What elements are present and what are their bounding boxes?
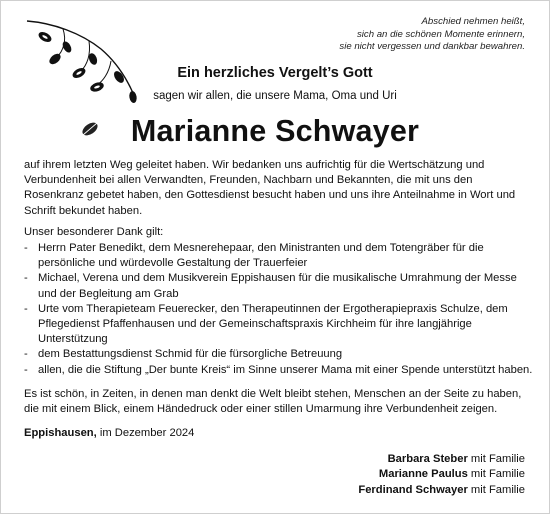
thanks-subheading: sagen wir allen, die unsere Mama, Oma und Uri: [153, 90, 397, 102]
dash-bullet: -: [24, 272, 28, 285]
signature-suffix: mit Familie: [467, 483, 525, 496]
message-body: [24, 158, 534, 441]
dash-bullet: -: [24, 242, 28, 255]
deceased-name: Marianne Schwayer: [130, 114, 420, 148]
signature-line: [358, 467, 525, 482]
signature-suffix: mit Familie: [467, 453, 525, 465]
quote-line: sich an die schönen Momente erinnern,: [357, 28, 525, 40]
thanks-heading: Ein herzliches Vergelt’s Gott: [177, 65, 373, 81]
signature-name: Ferdinand Schwayer: [358, 483, 468, 496]
signature-line: [358, 452, 525, 467]
quote-line: sie nicht vergessen und dankbar bewahren.: [339, 41, 525, 52]
signature-suffix: mit Familie: [467, 468, 525, 481]
thanks-list-item: [24, 363, 534, 378]
farewell-quote: [265, 16, 525, 54]
date: im Dezember 2024: [96, 427, 195, 440]
dash-bullet: -: [24, 348, 28, 361]
signature-name: Marianne Paulus: [378, 468, 468, 481]
thanks-list-item: [24, 302, 534, 348]
thanks-intro: Unser besonderer Dank gilt:: [24, 225, 164, 238]
thanks-item-text: Herrn Pater Benedikt, dem Mesnerehepaar, den Ministranten und dem Totengräber für die persönliche und würdevolle Gestaltung der Trauerfeier: [38, 242, 484, 270]
thanks-list-item: [24, 347, 534, 362]
signatures: [358, 452, 525, 498]
closing-paragraph: Es ist schön, in Zeiten, in denen man denkt die Welt bleibt stehen, Menschen an der Seite zu haben, die mit einem Blick, einem Händedruck oder einer stillen Umarmung ihre Verbundenheit zeigen.: [24, 387, 522, 416]
thanks-item-text: dem Bestattungsdienst Schmid für die fürsorgliche Betreuung: [38, 348, 343, 361]
place: Eppishausen,: [24, 427, 97, 440]
signature-line: [358, 483, 525, 498]
thanks-item-text: Urte vom Therapieteam Feuerecker, den Therapeutinnen der Ergotherapiepraxis Schulze, dem Pflegedienst Pfaffenhausen und der Gemeinschaftspraxis Kirchheim für ihre langjährige Unterstützung: [38, 302, 508, 346]
quote-line: Abschied nehmen heißt,: [421, 16, 525, 27]
thanks-item-text: allen, die die Stiftung „Der bunte Kreis“ im Sinne unserer Mama mit einer Spende unterstützt haben.: [38, 363, 533, 376]
thanks-list-item: [24, 241, 534, 271]
dash-bullet: -: [24, 302, 28, 315]
signature-name: Barbara Steber: [387, 453, 468, 465]
thanks-list-item: [24, 271, 534, 301]
thanks-item-text: Michael, Verena und dem Musikverein Eppishausen für die musikalische Umrahmung der Messe und der Begleitung am Grab: [38, 272, 517, 300]
thanks-list: [24, 241, 534, 378]
place-date: [24, 426, 534, 441]
intro-paragraph: auf ihrem letzten Weg geleitet haben. Wir bedanken uns aufrichtig für die Wertschätzung und Verbundenheit bei allen Verwandten, Freunden, Nachbarn und Bekannten, die mit uns den Rosenkranz gebetet haben, den Gottesdienst besucht haben und uns ihre Anteilnahme in Wort und Schrift bekundet haben.: [24, 159, 516, 217]
dash-bullet: -: [24, 363, 28, 376]
